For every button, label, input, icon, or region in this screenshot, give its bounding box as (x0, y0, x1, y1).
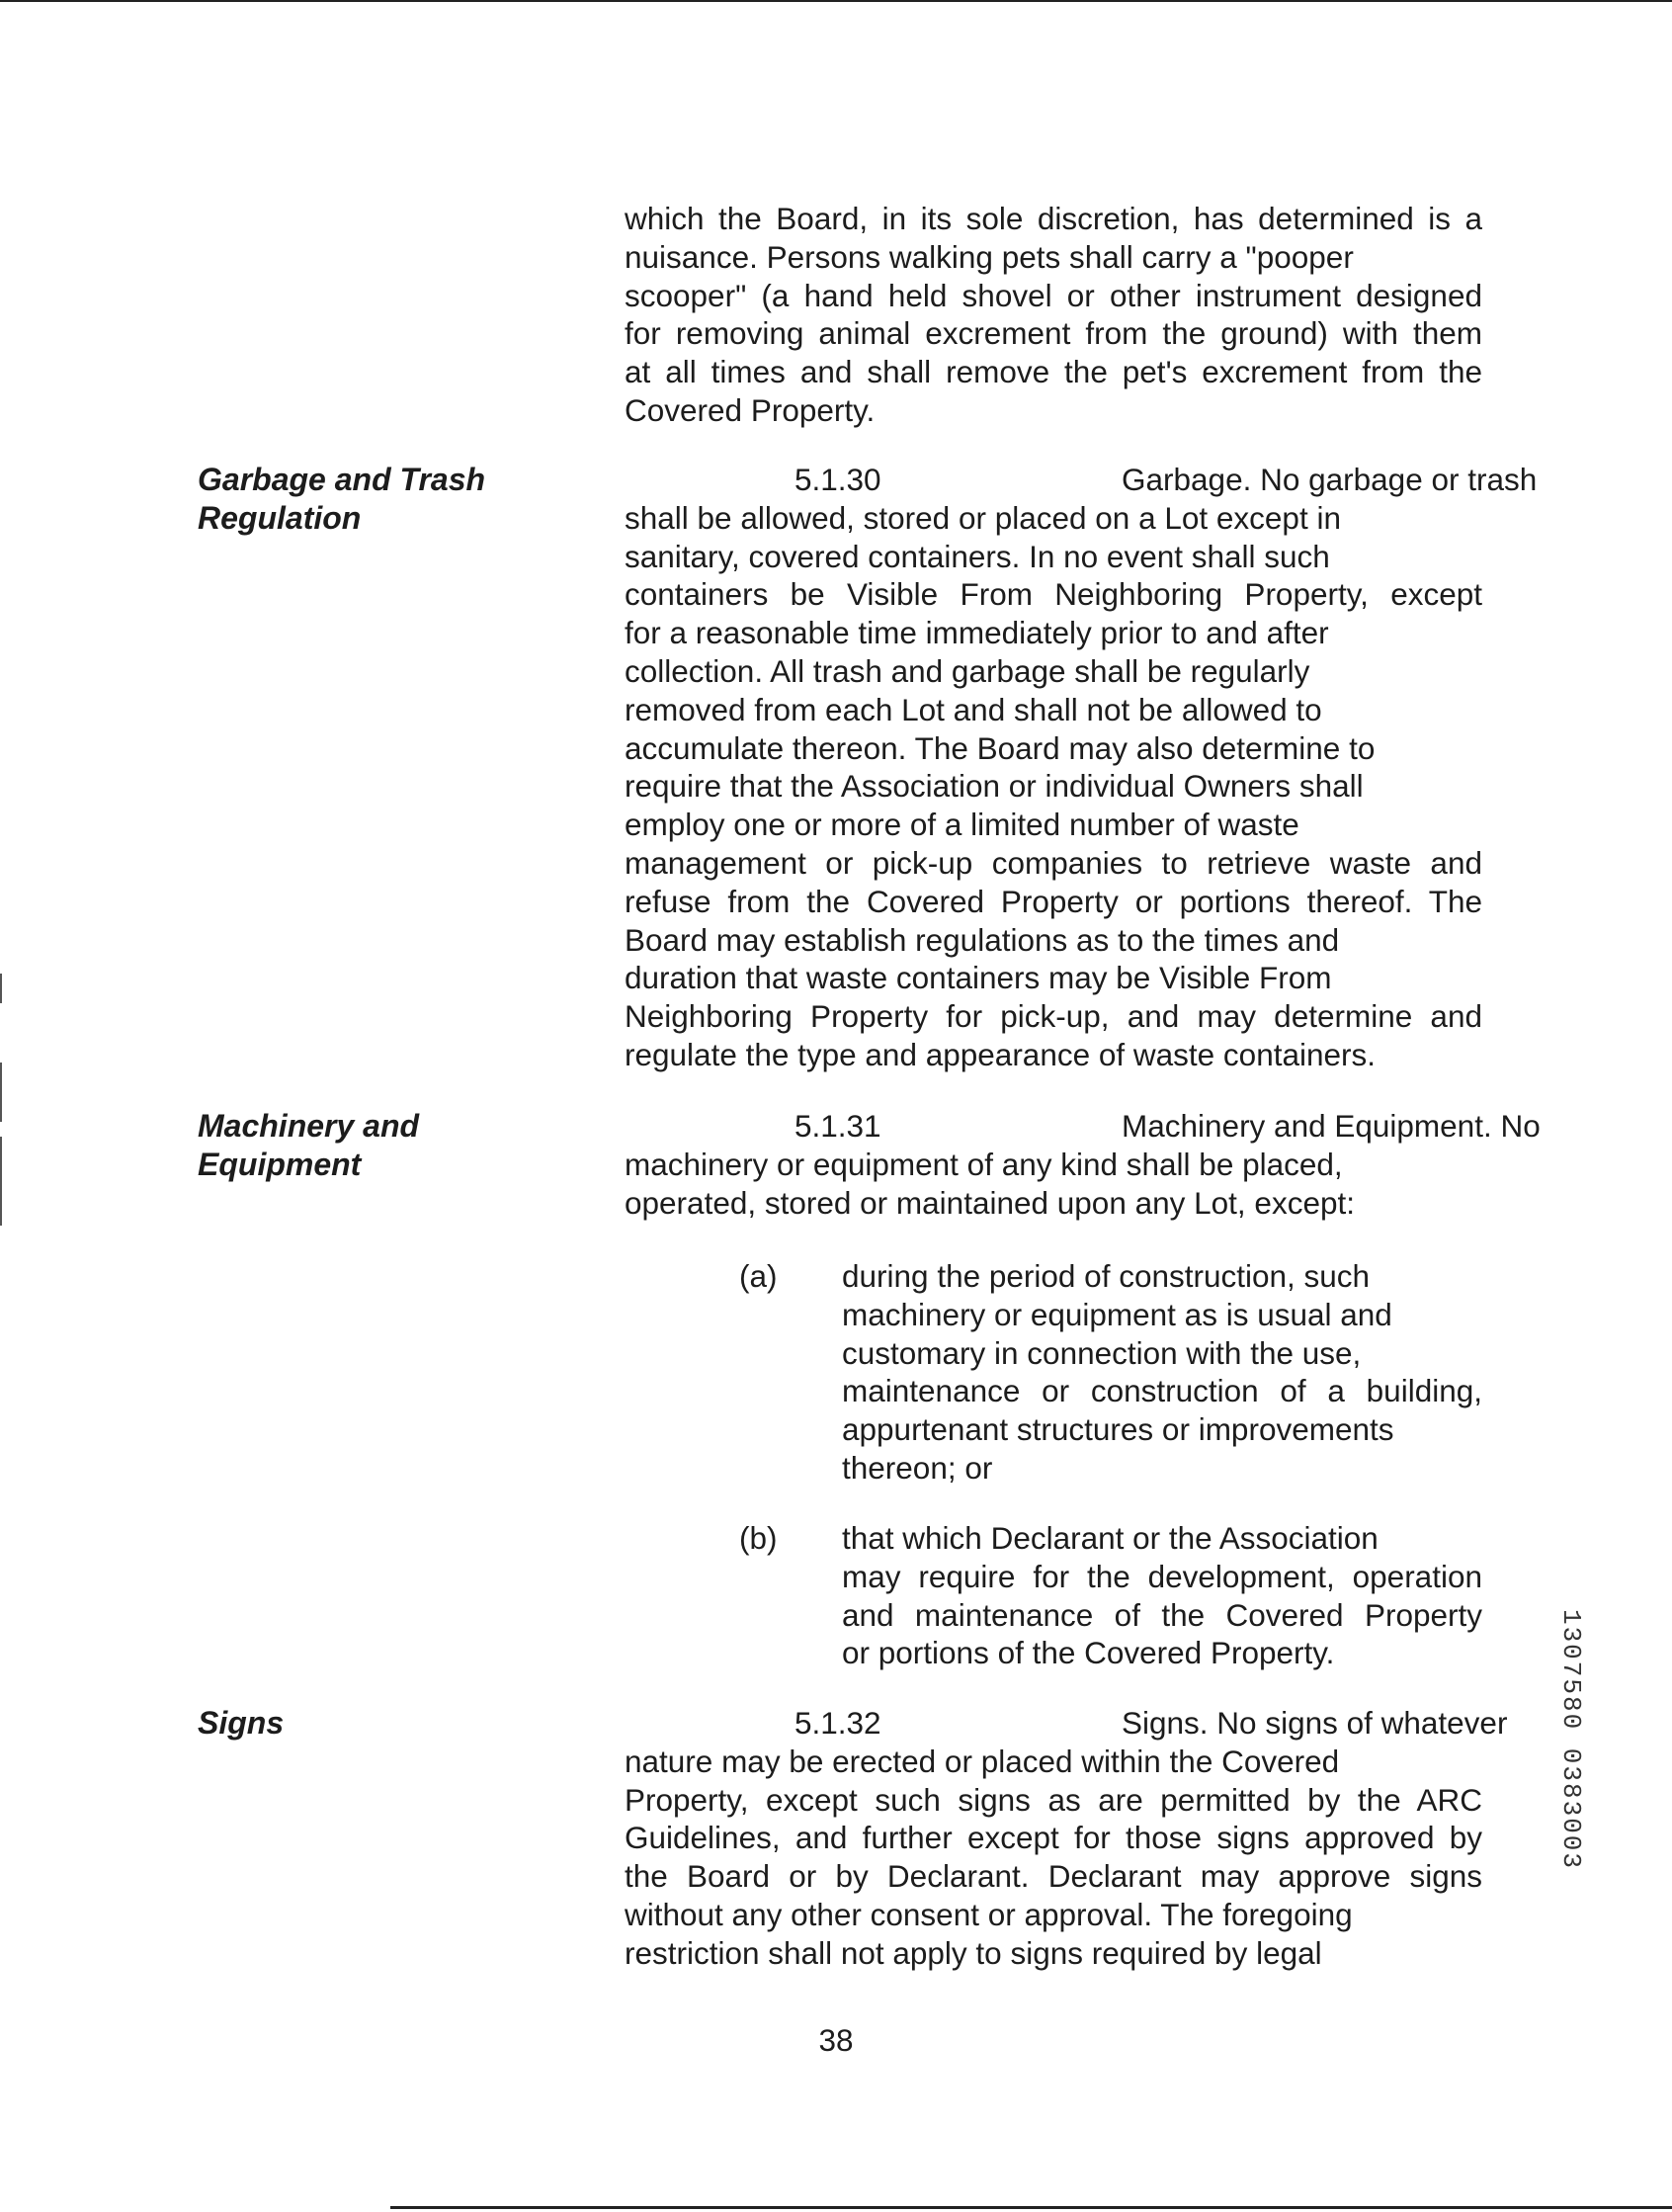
scan-edge-top (0, 0, 1672, 2)
text-line: nuisance. Persons walking pets shall carry a "pooper (625, 238, 1354, 275)
scan-edge-bottom (390, 2206, 1672, 2209)
text-line: Covered Property. (625, 391, 876, 428)
list-label: (b) (739, 1520, 778, 1556)
text-line: collection. All trash and garbage shall be regularly (625, 652, 1310, 689)
text-line: removed from each Lot and shall not be allowed to (625, 691, 1322, 727)
text-line: Neighboring Property for pick-up, and may determine and (625, 998, 1482, 1035)
text-line: without any other consent or approval. The foregoing (625, 1896, 1353, 1932)
section-number: 5.1.31 (794, 1108, 881, 1144)
section-number: 5.1.30 (794, 462, 881, 497)
scan-edge-mark (0, 1063, 2, 1122)
text-line: at all times and shall remove the pet's excrement from the (625, 354, 1482, 390)
section-5-1-31 (625, 1107, 1541, 1222)
text-line: machinery or equipment of any kind shall be placed, (625, 1146, 1343, 1182)
text-line: require that the Association or individual Owners shall (625, 768, 1364, 805)
text-line: containers be Visible From Neighboring Property, except (625, 576, 1482, 613)
section-number: 5.1.32 (794, 1705, 881, 1741)
side-heading-machinery: Machinery and Equipment (198, 1108, 420, 1182)
text-line: restriction shall not apply to signs required by legal (625, 1934, 1322, 1971)
bates-stamp (1551, 1586, 1591, 1893)
text-line: scooper" (a hand held shovel or other instrument designed (625, 277, 1482, 313)
scan-edge-mark (0, 1137, 2, 1226)
text-line: sanitary, covered containers. In no event shall such (625, 538, 1330, 574)
list-text: during the period of construction, such machinery or equipment as is usual and customary in connection with the use, maintenance or construction of a building, appurtenant structures or improvements thereon; or (842, 1258, 1482, 1486)
text-line: employ one or more of a limited number of waste (625, 807, 1299, 843)
section-5-1-30 (625, 461, 1538, 1074)
text-line: for a reasonable time immediately prior to and after (625, 615, 1329, 651)
text-line: the Board or by Declarant. Declarant may approve signs (625, 1858, 1482, 1895)
text-line: nature may be erected or placed within the Covered (625, 1743, 1340, 1779)
text-line: Property, except such signs as are permitted by the ARC (625, 1781, 1482, 1818)
text-line: for removing animal excrement from the ground) with them (625, 315, 1482, 352)
section-first-line: 5.1.30 Garbage. No garbage or trash (625, 461, 1482, 499)
bates-number: 1307580 0383003 (1556, 1608, 1586, 1871)
text-line: Guidelines, and further except for those signs approved by (625, 1820, 1482, 1856)
side-heading-garbage: Garbage and Trash Regulation (198, 462, 486, 536)
text-line: which the Board, in its sole discretion, has determined is a (625, 201, 1482, 236)
text-line: duration that waste containers may be Visible From (625, 960, 1332, 996)
section-5-1-32 (625, 1704, 1508, 1973)
text-line: refuse from the Covered Property or portions thereof. The (625, 883, 1482, 919)
intro-paragraph (625, 200, 1482, 430)
list-text: that which Declarant or the Association may require for the development, operation and maintenance of the Covered Property or portions of the Covered Property. (842, 1520, 1482, 1671)
scan-edge-mark (0, 974, 2, 1003)
text-line: accumulate thereon. The Board may also determine to (625, 729, 1376, 766)
section-first-line: 5.1.31 Machinery and Equipment. No (625, 1107, 1482, 1146)
page-number: 38 (818, 2022, 854, 2058)
text-line: regulate the type and appearance of waste containers. (625, 1036, 1377, 1072)
section-first-line: 5.1.32 Signs. No signs of whatever (625, 1704, 1482, 1743)
side-heading-signs: Signs (198, 1705, 285, 1741)
list-label: (a) (739, 1258, 778, 1294)
text-line: operated, stored or maintained upon any Lot, except: (625, 1184, 1355, 1221)
text-line: management or pick-up companies to retrieve waste and (625, 844, 1482, 881)
text-line: Board may establish regulations as to the times and (625, 921, 1340, 958)
text-line: shall be allowed, stored or placed on a Lot except in (625, 499, 1341, 536)
